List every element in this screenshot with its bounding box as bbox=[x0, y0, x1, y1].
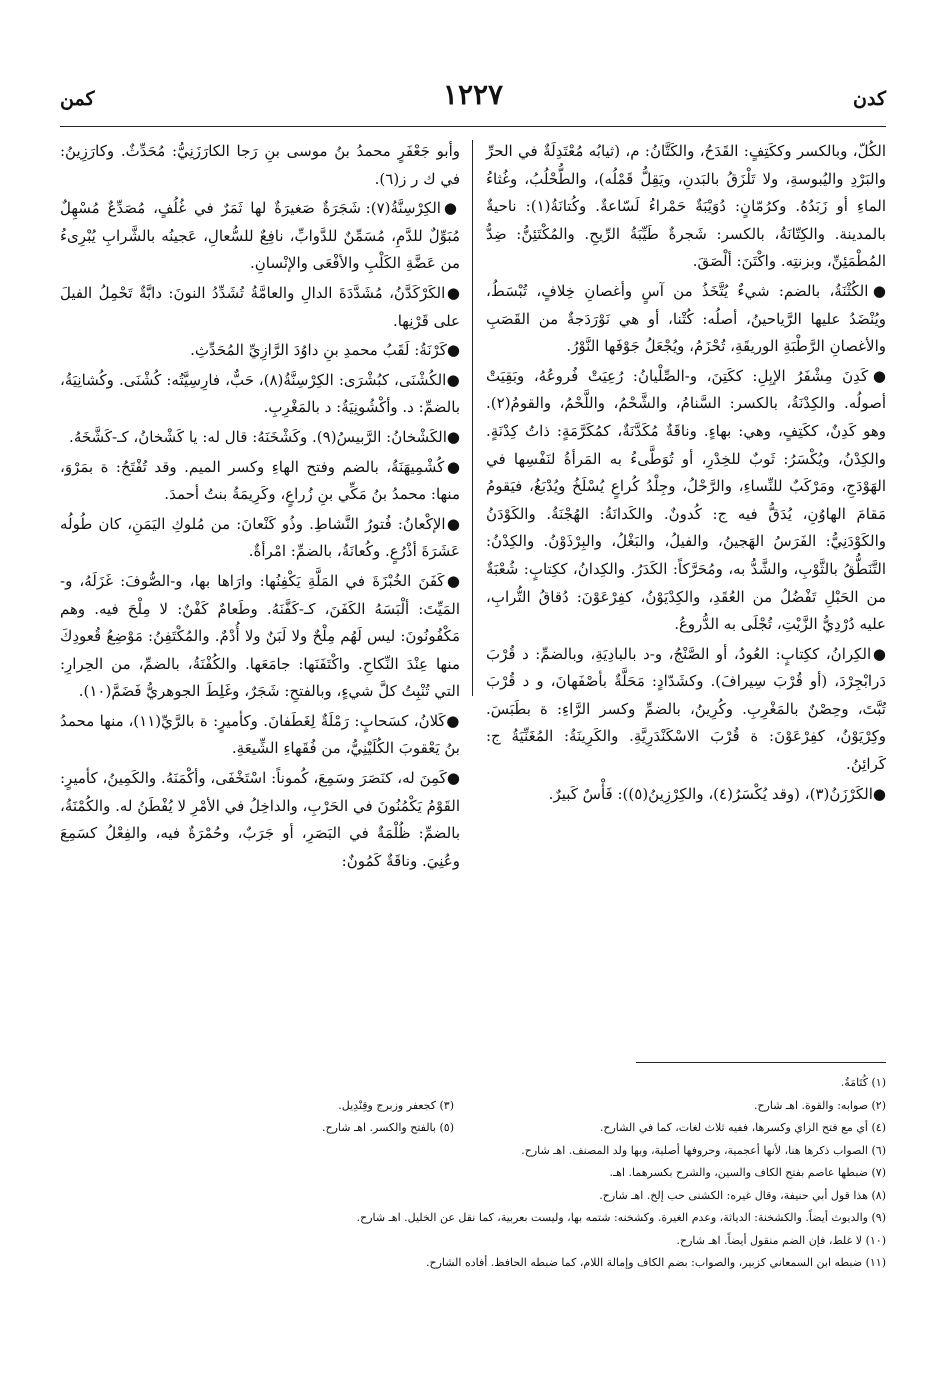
footnote: (٤) أي مع فتح الزاي وكسرها، ففيه ثلاث لغات، كما في الشارح. bbox=[599, 1121, 886, 1134]
footnote: (٨) هذا قول أبي حنيفة، وقال غيره: الكشنى حب إلخ. اهـ شارح. bbox=[599, 1188, 886, 1202]
entry-kushna: ●الكُشْنَى، كبُشْرَى: الكِرْسِنَّةُ(٨)، حَبٌّ، فارِسِيَّتُه: كُشْنَى. وكُشانِيَةُ، بالضمِّ: د. وأكْشُونِيَةُ: د بالمَغْرِبِ. bbox=[60, 370, 460, 417]
header-rule bbox=[60, 126, 886, 127]
footnote: (٢) صوابه: والقوة. اهـ شارح. bbox=[753, 1098, 886, 1112]
entry-karzan: ●الكَرْزَنُ(٣)، (وقد يُكْسَرُ(٤)، والكِرْزِينُ(٥)): فَأْسٌ كَبيرٌ. bbox=[548, 784, 886, 803]
footnote-row bbox=[60, 1230, 886, 1253]
footnote-row bbox=[60, 1072, 886, 1095]
header-root-word-left: كمن bbox=[60, 88, 95, 110]
footnote: (٩) والديوث أيضاً. والكشخنة: الدياثة، وعدم الغيرة. وكشخنه: شتمه بها، وليست بعربية، كما نقل عن الخليل. اهـ شارح. bbox=[356, 1211, 886, 1224]
entry-kashkhan: ●الكَشْخانُ: الرَّبيسُ(٩). وكَشْخَنَهُ: قال له: يا كَشْخانُ، كـ-كَشَّخَهُ. bbox=[69, 427, 460, 446]
entry-kalan: ●كَلانُ، كسَحابٍ: رَمْلَةٌ لِغَطَفانَ. وكأميرٍ: ة بالرَّيِّ(١١)، منها محمدُ بنُ يَعْقوبَ الكُلَيْنِيُّ، من فُقَهاءِ الشِّيعَةِ. bbox=[60, 711, 460, 758]
footnote: (٣) كجعفر وزبرج وقِنْدِيل. bbox=[338, 1098, 454, 1112]
entry-abu-jafar: وأبو جَعْفَرٍ محمدُ بنُ موسى بنِ رَجا الكارَزَنِيُّ: مُحَدِّثٌ. وكارَزِينُ: في ك ر ز(٦). bbox=[60, 142, 460, 188]
header-root-word-right: كدن bbox=[853, 88, 886, 110]
footnote-row bbox=[60, 1207, 886, 1230]
entry-kushmihana: ●كُشْمِيهَنَةُ، بالضم وفتح الهاءِ وكسر الميم. وقد تُفْتَحُ: ة بمَرْوَ، منها: محمدُ بنُ مَكِّي بنِ زُراعٍ، وكَرِيمَةُ بنتُ أحمدَ. bbox=[60, 457, 460, 504]
entry-kuthna: ●الكُثْنَةُ، بالضم: شيءٌ يُتَّخَذُ من آسٍ وأغصانِ خِلافٍ، تُبْسَطُ، ويُنْضَدُ عليها الرَّياحينُ، أصلُه: كُتْنا، أو هي نَوْرَدَجةٌ من القَصَبِ والأغصانِ الرَّطْبَةِ الوريقَةِ، تُحْزَمُ، ويُجْعَلُ جَوْفَها النَّوْرُ. bbox=[486, 281, 886, 356]
footnote-row bbox=[60, 1117, 886, 1140]
entry-karna: ●كَرْنَةُ: لَقَبُ محمدِ بنِ داوُدَ الرَّازِيِّ المُحَدِّثِ. bbox=[190, 341, 460, 360]
entry-ikaan: ●الإكْعانُ: فُتورُ النَّشاطِ. وذُو كَنْعانَ: من مُلوكِ اليَمَنِ، كان طُولُه عَشَرَةَ أذْرُعٍ. وكُعانَةُ، بالضمِّ: امْرأةٌ. bbox=[60, 514, 460, 561]
entry-kafana: ●كَفَنَ الخُبْزَةَ في المَلَّةِ يَكْفِنُها: وارَاها بها، و-الصُّوفَ: غَزَلَهُ، و-المَيِّتَ: ألْبَسَهُ الكَفَنَ، كـ-كَفَّنَهُ. وطَعامٌ كَفْنٌ: لا مِلْحَ فيه. وهم مَكْفُونُونَ: ليس لَهُم مِلْحٌ ولا لَبَنٌ ولا أُدْمٌ. والمُكْتَفِنُ: مَوْضِعُ قُعودِكَ منها عِنْدَ النِّكاحِ. واكْتَفَنَها: جامَعَها. والكُفْنَةُ، بالضمِّ، من الحِرارِ: التي تُنْبِتُ كلَّ شيءٍ، وبالفتحِ: شَجَرٌ، وغَلِطَ الجوهريُّ فَضَمَّ(١٠). bbox=[60, 571, 460, 701]
entry-kirsinna: ●الكِرْسِنَّةُ(٧): شَجَرَةٌ صَغيرَةٌ لها ثَمَرٌ في غُلُفٍ، مُصَدِّعٌ مُسْهِلٌ مُبَوِّلٌ للدَّمِ، مُسَمِّنٌ للدَّوابِّ، نافِعٌ للسُّعالِ، عَجينُه بالشَّرابِ يُبْرِىءُ من عَضَّةِ الكَلْبِ والأفْعَى والإنْسانِ. bbox=[60, 199, 460, 273]
entry-ktn: الكُلّ، وبالكسر وككَتِفٍ: القَدَحُ، والكَتَّانُ: م، (ثيابُه مُعْتَدِلَةٌ في الحرِّ والبَرْدِ واليُبوسةِ، ولا تَلْزَقُ بالبَدنِ، ويَقِلُّ قَمْلُه)، والطُّحْلُبُ، وغُثاءُ الماءِ أو زَبَدُهُ. وكرُمّانٍ: دُوَيْبَةٌ حَمْراءُ لَسّاعةٌ. وكُتانَةُ(١): ناحيةٌ بالمدينة. والكِتّانَةُ، بالكسر: شَجرةٌ طَيِّبَةُ الرِّيحِ. والمُكْتَئِنُّ: ضِدُّ المُطْمَئِنِّ، وبزنتِه. واكْتَنَ: ألْصَقَ. bbox=[486, 142, 886, 271]
entry-kiran: ●الكِرانُ، ككِتابٍ: العُودُ، أو الصَّنْجُ، و-د بالبادِيَةِ، وبالضمِّ: د قُرْبَ دَرابْجِرْدَ، (أو قُرْبَ سِيرافَ). وكشَدّادٍ: مَحَلَّةٌ بأصْفَهانَ، و د قُرْبَ تُبَّتَ، وحِصْنٌ بالمَغْرِبِ. وكُرِينُ، بالضمِّ وكسر الرَّاءِ: ة بطَبَسَ. وكِرْيَوْنُ، كفِرْعَوْنَ: ة قُرْبَ الاسْكَنْدَرِيَّةِ. والكَرِينَةُ: المُغَنِّيَةُ ج: كَرائِنُ. bbox=[486, 644, 886, 774]
page-header bbox=[60, 78, 886, 118]
entry-karkaddan: ●الكَرْكَدَّنُ، مُشَدَّدَةَ الدالِ والعامَّةُ تُشَدِّدُ النونَ: دابَّةٌ تَحْمِلُ الفيلَ على قَرْنِها. bbox=[60, 283, 460, 330]
entry-kamina: ●كَمِنَ له، كنَصَرَ وسَمِعَ، كُموناً: اسْتَخْفَى، وأكْمَنَهُ. والكَمِينُ، كأميرٍ: القَوْمُ يَكْمُنُونَ في الحَرْبِ، والداخِلُ في الأمْرِ لا يُفْطَنُ له. والكُمْنَةُ، بالضمِّ: ظُلْمَةٌ في البَصَرِ، أو جَرَبٌ، وحُمْرَةٌ فيه، والفِعْلُ كسَمِعَ وعُنِيَ. وناقَةٌ كَمُونٌ: bbox=[60, 769, 460, 870]
footnotes bbox=[60, 1072, 886, 1275]
footnote: (٥) بالفتح والكسر. اهـ شارح. bbox=[322, 1121, 454, 1134]
right-column bbox=[486, 138, 886, 803]
page-number: ١٢٢٧ bbox=[442, 78, 504, 111]
footnote: (١٠) لا غلط، فإن الضم منقول أيضاً. اهـ شارح. bbox=[676, 1233, 886, 1247]
footnote: (١١) ضبطه ابن السمعاني كزبير، والصواب: بضم الكاف وإمالة اللام، كما ضبطه الحافظ. أفاده الشارح. bbox=[425, 1256, 886, 1269]
column-divider bbox=[472, 140, 473, 696]
footnote-row bbox=[60, 1140, 886, 1163]
footnote: (٦) الصواب ذكرها هنا، لأنها أعجمية، وحروفها أصلية، وبها ولد المصنف. اهـ شارح. bbox=[521, 1143, 886, 1157]
footnote: (٧) ضبطها عاصم بفتح الكاف والسين، والشرح بكسرهما. اهـ. bbox=[609, 1166, 886, 1179]
entry-kadina: ●كَدِنَ مِشْفَرُ الإبِلِ: ككَتِنَ، و-الصِّلْيانُ: رُعِيَتْ فُروعُهُ، وبَقِيَتْ أصولُه. والكِدْنَةُ، بالكسر: السَّنامُ، والشَّحْمُ، واللَّحْمُ، والقومُ(٢). وهو كَدِنٌ، ككَتِفٍ، وهي: بهاءٍ. وناقَةٌ مُكَدَّنَةٌ، كمُكَرَّمَةٍ: ذاتُ كِدْنَةٍ. والكِدْنُ، ويُكْسَرُ: ثَوبٌ للخِدْرِ، أو تُوَطَّىءُ به المَرأةُ لنَفْسِها في الهَوْدَجِ، ومَرْكَبٌ للنِّساءِ، والرَّحْلُ، وجِلْدُ كُراعٍ يُسْلَخُ ويُدْبَغُ، فيَقومُ مَقامَ الهاوُنِ، يُدَقُّ فيه ج: كُدونٌ. والكَدانَةُ: الهُجْنَةُ. والكَوْدَنُ والكَوْدَنِيُّ: الفَرَسُ الهَجينُ، والفيلُ، والبَغْلُ، والبِرْذَوْنُ. والكِدْنُ: التَّنَطُّقُ بالثَّوْبِ، والشَّدُّ به، ومُحَرَّكاً: الكَدَرُ. والكِدانُ، ككِتابٍ: شُعْبَةٌ من الحَبْلِ تَفْضُلُ من العُقَدِ، والكِدْيَوْنُ، كفِرْعَوْنَ: دُقاقُ التُّرابِ، عليه دُرْدِيُّ الزَّيْتِ، تُجْلَى به الدُّروعُ. bbox=[486, 366, 886, 634]
footnote-row bbox=[60, 1095, 886, 1118]
footnote-row bbox=[60, 1185, 886, 1208]
footnote-row bbox=[60, 1252, 886, 1275]
footnote: (١) كُتَامَةُ. bbox=[840, 1076, 886, 1089]
footnote-row bbox=[60, 1162, 886, 1185]
left-column bbox=[60, 138, 460, 870]
footnote-rule bbox=[636, 1062, 886, 1063]
